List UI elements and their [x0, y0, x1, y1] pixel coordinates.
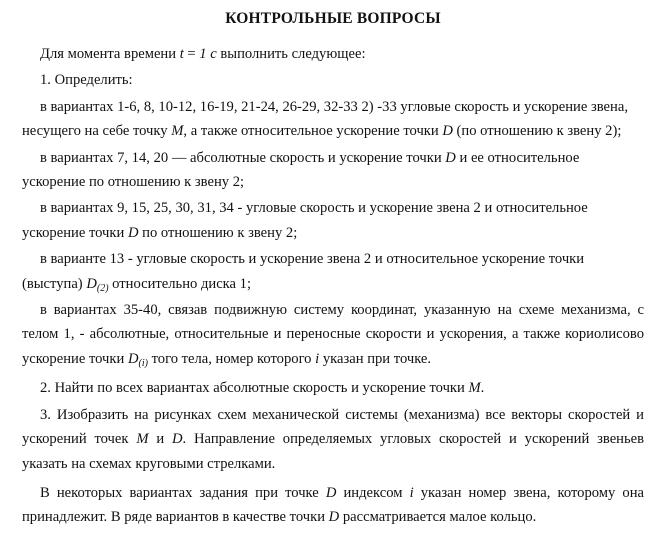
- variant-group-4: в варианте 13 - угловые скорость и ускорение звена 2 и относительное ускорение точки (выступа) $D_{(2)}$ относительно диска 1;: [22, 251, 585, 294]
- intro-paragraph: Для момента времени t = 1 с выполнить следующее:: [40, 46, 366, 62]
- variant-group-2: в вариантах 7, 14, 20 — абсолютные скорость и ускорение точки D и ее относительное ускорение по отношению к звену 2;: [22, 149, 580, 191]
- page-title: КОНТРОЛЬНЫЕ ВОПРОСЫ: [225, 10, 441, 27]
- variant-group-3: в вариантах 9, 15, 25, 30, 31, 34 - угловые скорость и ускорение звена 2 и относительное ускорение точки D по отношению к звену 2;: [22, 200, 588, 241]
- note-paragraph: В некоторых вариантах задания при точке D индексом i указан номер звена, которому она принадлежит. В ряде вариантов в качестве точки D рассматривается малое кольцо.: [22, 484, 644, 526]
- question-2: 2. Найти по всех вариантах абсолютные скорость и ускорение точки M.: [40, 380, 485, 397]
- question-3: 3. Изобразить на рисунках схем механической системы (механизма) все векторы скоростей и ускорений точек M и D. Направление определяемых угловых скоростей и ускорений звеньев указать на схемах круговыми стрелками.: [22, 406, 645, 472]
- variant-group-5: в вариантах 35-40, связав подвижную систему координат, указанную на схеме механизма, с телом 1, - абсолютные, относительные и переносные скорости и ускорения, а также кориолисово ускорение точки $D_{(i)}$ того тела, номер которого i указан при точке.: [22, 302, 644, 369]
- question-1-heading: 1. Определить:: [40, 72, 133, 89]
- variant-group-1: в вариантах 1-6, 8, 10-12, 16-19, 21-24, 26-29, 32-33 2) -33 угловые скорость и ускорение звена, несущего на себе точку M, а также относительное ускорение точки D (по отношению к звену 2);: [22, 98, 628, 140]
